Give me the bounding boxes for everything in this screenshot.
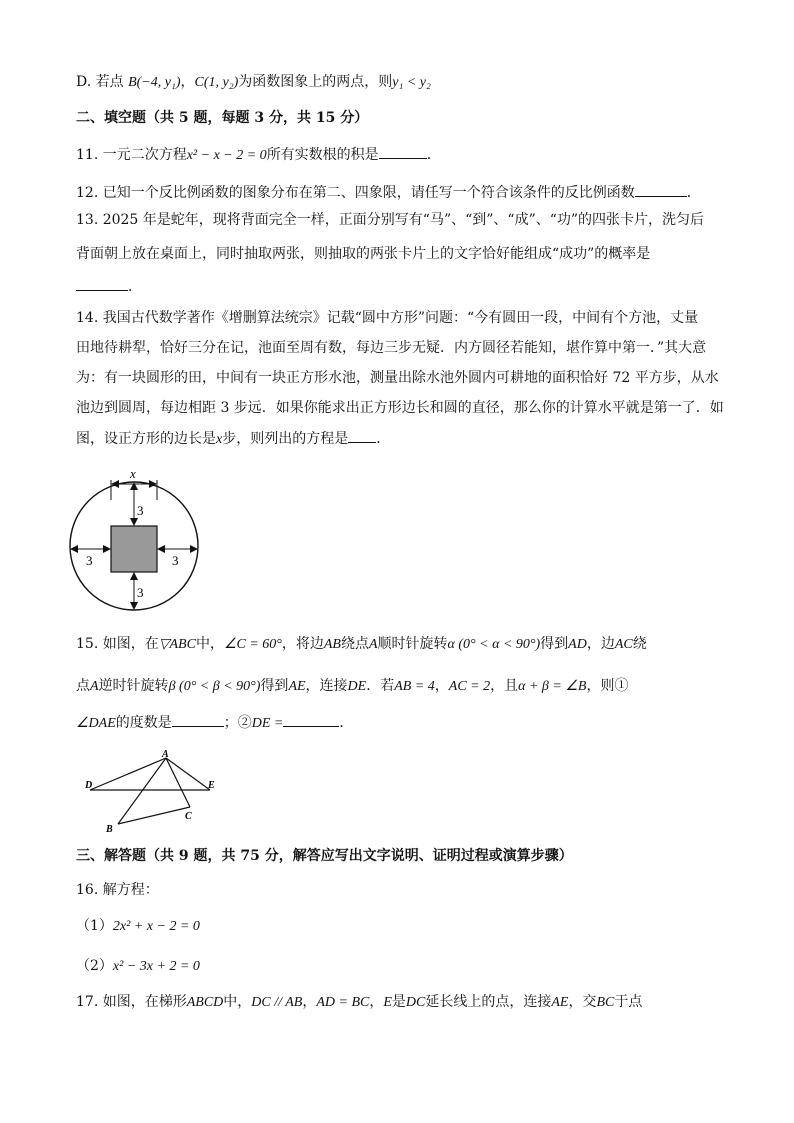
seg-ae-q17: AE xyxy=(551,995,569,1010)
q15-line3 xyxy=(76,712,353,734)
section2-heading: 二、填空题（共 5 题，每题 3 分，共 15 分） xyxy=(76,110,369,126)
seg-ae-line xyxy=(166,758,210,790)
q16-part1 xyxy=(76,916,200,937)
angle-dae: ∠DAE xyxy=(76,716,116,731)
q15-l2e: ．若 xyxy=(366,678,395,694)
ac-value: AC = 2 xyxy=(448,679,491,694)
q11-equation: x² − x − 2 = 0 xyxy=(186,148,267,163)
q16-p2-label: （2） xyxy=(76,958,113,974)
fig15-label-d: D xyxy=(85,780,93,791)
q15-l1h: 绕 xyxy=(632,636,647,652)
label-bottom-3: 3 xyxy=(137,585,144,600)
q10d-label: D. 若点 xyxy=(76,74,124,90)
seg-ab: AB xyxy=(323,637,341,652)
figure-rotation-triangle xyxy=(82,748,230,840)
q15-answer2-blank[interactable] xyxy=(283,712,339,727)
q13-end: ． xyxy=(128,279,142,295)
q14-line2: 田地待耕犁，恰好三分在记，池面至周有数，每边三步无疑．内方圆径若能知，堪作算中第一．”其大意 xyxy=(76,340,707,356)
label-x: x xyxy=(130,466,136,481)
dc-parallel-ab: DC // AB xyxy=(251,995,303,1010)
q17-e: 是 xyxy=(391,994,406,1010)
q16-equation1: 2x² + x − 2 = 0 xyxy=(112,919,200,934)
angle-c: ∠C = 60° xyxy=(223,637,282,652)
q15-l2h: ，则① xyxy=(586,678,629,694)
q15-end: ． xyxy=(339,715,354,731)
seg-bc: BC xyxy=(596,995,615,1010)
ad-equals-bc: AD = BC xyxy=(316,995,370,1010)
alpha-range: α (0° < α < 90°) xyxy=(447,637,541,652)
q15-l3b: ；② xyxy=(223,715,252,731)
q11-end: ． xyxy=(426,147,441,163)
q17-a: 17. 如图，在梯形 xyxy=(76,994,187,1010)
q15-l1c: ，将边 xyxy=(281,636,324,652)
q15-l2b: 逆时针旋转 xyxy=(98,678,169,694)
q15-l1b: 中， xyxy=(195,636,224,652)
fig15-label-e: E xyxy=(208,780,215,791)
de-equals: DE = xyxy=(251,716,284,731)
point-e: E xyxy=(383,995,392,1010)
q17-line1 xyxy=(76,992,642,1013)
q14-var: x xyxy=(216,432,223,447)
q14-end: ． xyxy=(376,431,391,447)
seg-ac: AC xyxy=(614,637,633,652)
q13-line3 xyxy=(76,276,142,297)
figure-circle-square xyxy=(66,466,212,618)
point-a: A xyxy=(368,637,378,652)
q12-answer-blank[interactable] xyxy=(635,182,687,197)
q15-l3a: 的度数是 xyxy=(115,715,172,731)
q13-line1: 13. 2025 年是蛇年，现将背面完全一样，正面分别写有“马”、“到”、“成”、“功”的四张卡片，洗匀后 xyxy=(76,212,705,228)
q14-line4: 池边到圆周，每边相距 3 步远．如果你能求出正方形边长和圆的直径，那么你的计算水平就是第一了．如 xyxy=(76,400,724,416)
q16-title: 16. 解方程： xyxy=(76,882,159,898)
q13-line2: 背面朝上放在桌面上，同时抽取两张，则抽取的两张卡片上的文字恰好能组成“成功”的概率是 xyxy=(76,246,651,262)
q12-end: ． xyxy=(686,185,701,201)
q10d-sep: ， xyxy=(180,74,195,90)
angle-sum: α + β = ∠B xyxy=(518,679,587,694)
label-left-3: 3 xyxy=(86,553,93,568)
ab-value: AB = 4 xyxy=(394,679,435,694)
q15-l2c: 得到 xyxy=(260,678,289,694)
q14-line3: 为：有一块圆形的田，中间有一块正方形水池，测量出除水池外圆内可耕地的面积恰好 72 平方步，从水 xyxy=(76,370,719,386)
beta-range: β (0° < β < 90°) xyxy=(168,679,261,694)
fig15-label-c: C xyxy=(185,811,192,822)
seg-de: DE xyxy=(347,679,367,694)
q11-text: 所有实数根的积是 xyxy=(266,147,379,163)
q10d-inequality: y₁ < y₂ xyxy=(392,75,431,90)
q16-p1-label: （1） xyxy=(76,918,113,934)
q15-l1d: 绕点 xyxy=(340,636,369,652)
triangle-abc: ▽ABC xyxy=(158,637,196,652)
label-top-3: 3 xyxy=(137,503,144,518)
q14-line5a: 图，设正方形的边长是 xyxy=(76,431,216,447)
q15-line2 xyxy=(76,676,628,697)
pond-square xyxy=(111,526,157,572)
seg-dc: DC xyxy=(405,995,426,1010)
q15-l2a: 点 xyxy=(76,678,90,694)
q12-text: 12. 已知一个反比例函数的图象分布在第二、四象限，请任写一个符合该条件的反比例函数 xyxy=(76,185,635,201)
q14-line5 xyxy=(76,428,390,450)
q14-answer-blank[interactable] xyxy=(348,428,376,443)
seg-ac-line xyxy=(166,758,190,807)
q16-equation2: x² − 3x + 2 = 0 xyxy=(112,959,200,974)
q15-line1 xyxy=(76,634,647,655)
q15-l1e: 顺时针旋转 xyxy=(377,636,448,652)
q17-f: 延长线上的点，连接 xyxy=(425,994,552,1010)
q14-line5b: 步，则列出的方程是 xyxy=(222,431,349,447)
point-a-2: A xyxy=(90,679,99,694)
q15-answer1-blank[interactable] xyxy=(172,712,224,727)
point-b: B(−4, y₁) xyxy=(128,75,181,90)
seg-ad: AD xyxy=(568,637,587,652)
q14-line1: 14. 我国古代数学著作《增删算法统宗》记载“圆中方形”问题：“今有圆田一段，中间有个方池，丈量 xyxy=(76,310,699,326)
trapezoid-abcd: ABCD xyxy=(186,995,224,1010)
q10d-mid: 为函数图象上的两点，则 xyxy=(238,74,393,90)
q12 xyxy=(76,182,701,203)
q11-answer-blank[interactable] xyxy=(379,144,427,159)
q17-c: ， xyxy=(302,994,317,1010)
fig15-label-b: B xyxy=(106,824,113,835)
q15-l1g: ，边 xyxy=(586,636,615,652)
section3-heading: 三、解答题（共 9 题，共 75 分，解答应写出文字说明、证明过程或演算步骤） xyxy=(76,848,573,864)
q15-l2g: ，且 xyxy=(490,678,519,694)
q17-b: 中， xyxy=(223,994,252,1010)
q16-part2 xyxy=(76,956,200,977)
q15-l2f: ， xyxy=(434,678,449,694)
q15-l1f: 得到 xyxy=(540,636,569,652)
seg-ae: AE xyxy=(288,679,306,694)
q11 xyxy=(76,144,441,166)
q17-h: 于点 xyxy=(614,994,643,1010)
point-c: C(1, y₂) xyxy=(194,75,239,90)
q15-l1a: 15. 如图，在 xyxy=(76,636,159,652)
q11-num: 11. 一元二次方程 xyxy=(76,147,187,163)
q10-option-d xyxy=(76,72,431,93)
q15-l2d: ，连接 xyxy=(305,678,348,694)
q17-g: ，交 xyxy=(568,994,597,1010)
fig15-label-a: A xyxy=(162,749,169,760)
q17-d: ， xyxy=(369,994,384,1010)
q13-answer-blank[interactable] xyxy=(76,276,128,291)
label-right-3: 3 xyxy=(172,553,179,568)
